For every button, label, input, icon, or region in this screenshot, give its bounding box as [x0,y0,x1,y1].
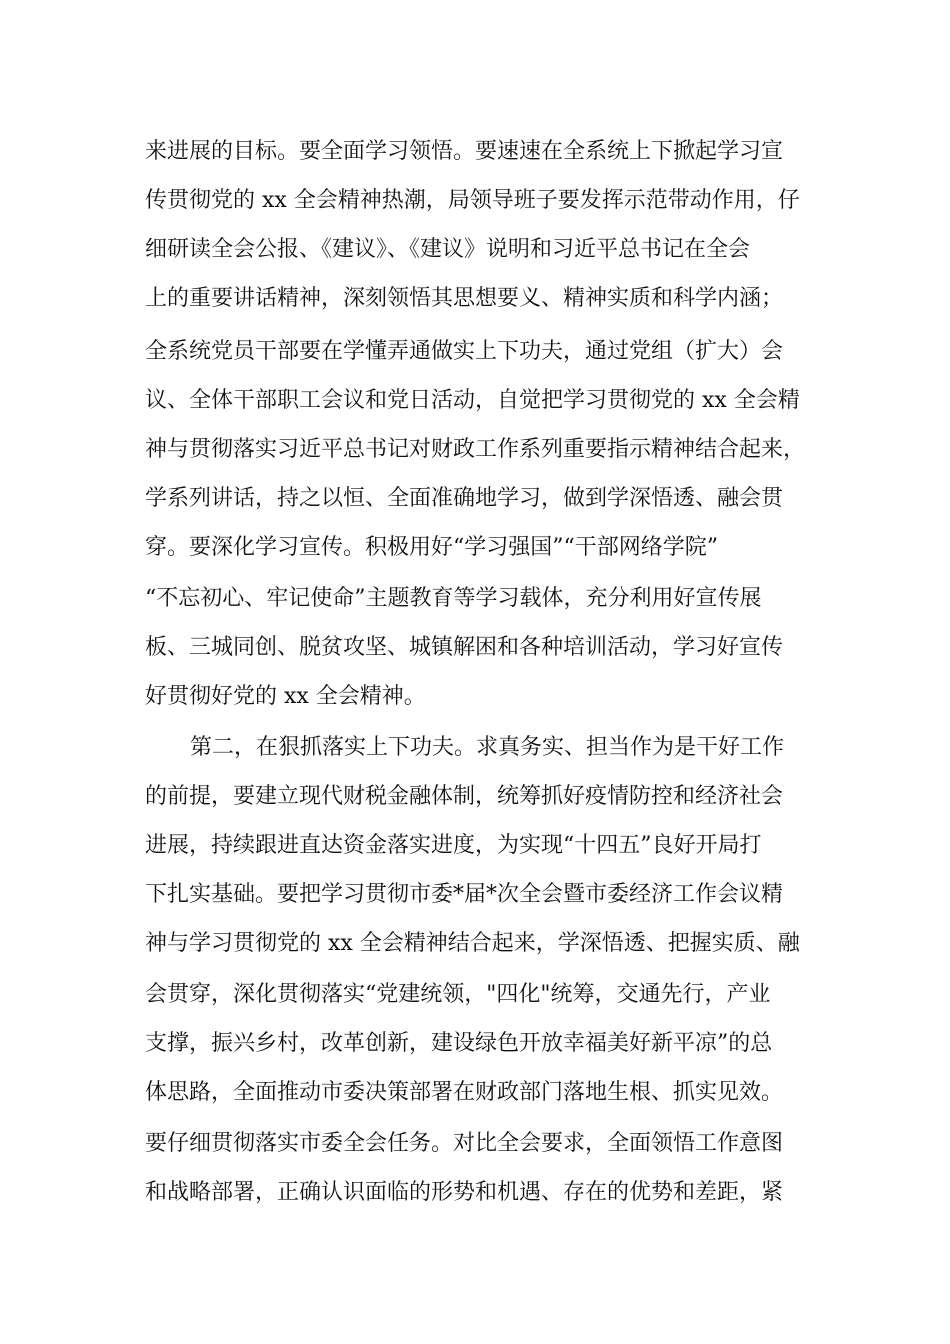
text-line: 和战略部署，正确认识面临的形势和机遇、存在的优势和差距，紧 [145,1180,784,1205]
text-line: 穿。要深化学习宣传。积极用好“学习强国”“干部网络学院” [145,535,718,560]
text-line: 全系统党员干部要在学懂弄通做实上下功夫，通过党组（扩大）会 [145,339,784,364]
text-line: 上的重要讲话精神，深刻领悟其思想要义、精神实质和科学内涵； [145,286,784,311]
text-line: 支撑，振兴乡村，改革创新，建设绿色开放幸福美好新平凉”的总 [145,1031,773,1056]
text-line: 板、三城同创、脱贫攻坚、城镇解困和各种培训活动，学习好宣传 [145,635,784,660]
text-line: 要仔细贯彻落实市委全会任务。对比全会要求，全面领悟工作意图 [145,1131,784,1156]
text-line: 体思路，全面推动市委决策部署在财政部门落地生根、抓实见效。 [145,1080,784,1105]
text-line: “不忘初心、牢记使命”主题教育等学习载体，充分利用好宣传展 [145,586,762,611]
text-line: 议、全体干部职工会议和党日活动，自觉把学习贯彻党的 xx 全会精 [145,388,800,413]
text-line: 传贯彻党的 xx 全会精神热潮，局领导班子要发挥示范带动作用，仔 [145,188,800,213]
text-line: 的前提，要建立现代财税金融体制，统筹抓好疫情防控和经济社会 [145,784,784,809]
text-line: 进展，持续跟进直达资金落实进度，为实现“十四五”良好开局打 [145,833,762,858]
text-line: 会贯穿，深化贯彻落实“党建统领，"四化"统筹，交通先行，产业 [145,982,771,1007]
text-line: 神与学习贯彻党的 xx 全会精神结合起来，学深悟透、把握实质、融 [145,931,800,956]
text-line: 好贯彻好党的 xx 全会精神。 [145,684,426,709]
text-line: 下扎实基础。要把学习贯彻市委*届*次全会暨市委经济工作会议精 [145,882,784,907]
text-line: 学系列讲话，持之以恒、全面准确地学习，做到学深悟透、融会贯 [145,486,784,511]
text-line: 神与贯彻落实习近平总书记对财政工作系列重要指示精神结合起来， [145,437,806,462]
text-line: 细研读全会公报、《建议》、《建议》说明和习近平总书记在全会 [145,237,751,262]
text-line: 来进展的目标。要全面学习领悟。要速速在全系统上下掀起学习宣 [145,139,784,164]
paragraph-first-line: 第二，在狠抓落实上下功夫。求真务实、担当作为是干好工作 [190,735,785,760]
